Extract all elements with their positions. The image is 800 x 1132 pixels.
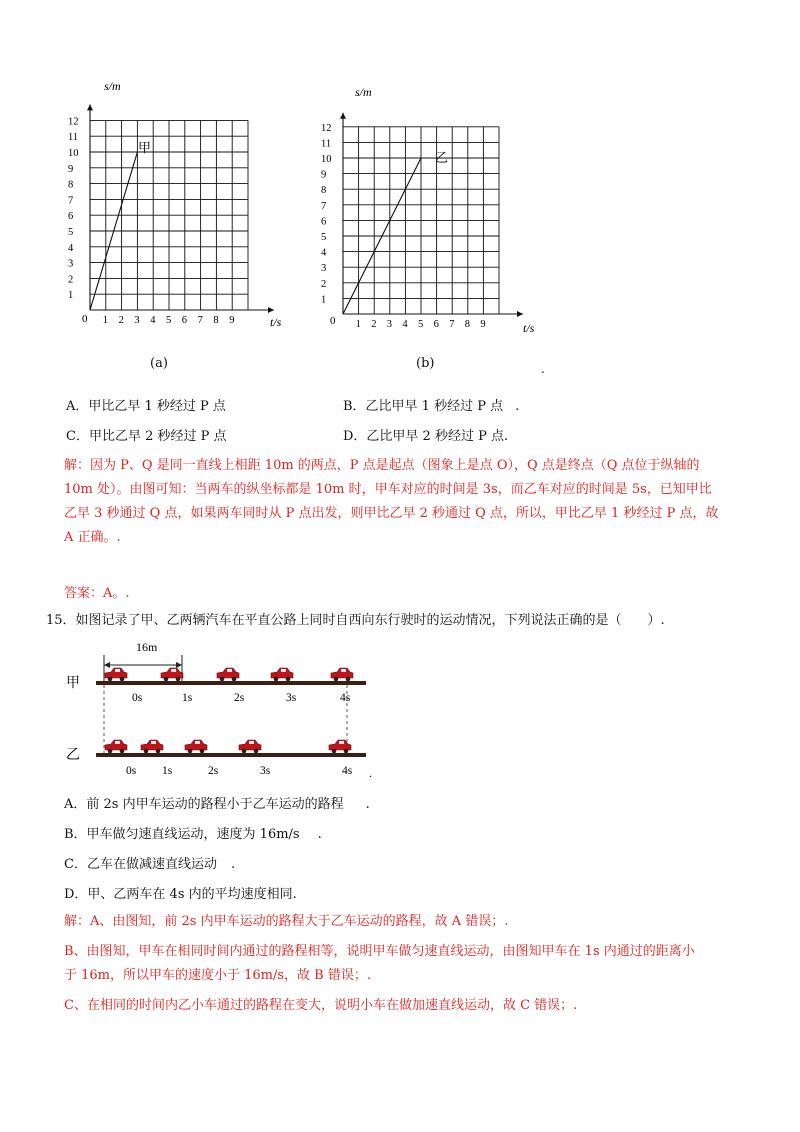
q15-option-c[interactable]: C．乙车在做减速直线运动 . <box>64 857 236 872</box>
q15-solution-line: C、在相同的时间内乙小车通过的路程在变大，说明小车在做加速直线运动，故 C 错误；. <box>64 998 578 1013</box>
x-tick-label: 5 <box>166 315 172 326</box>
car-icon <box>329 740 351 753</box>
jia-time-label: 2s <box>234 692 245 704</box>
chart-a-grid <box>87 104 274 313</box>
x-tick-label: 3 <box>134 315 140 326</box>
yi-label: 乙 <box>66 748 80 763</box>
y-tick-label: 6 <box>321 216 327 228</box>
arrow-head-left <box>104 662 110 668</box>
yi-times <box>126 765 353 777</box>
y-tick-label: 5 <box>321 232 327 243</box>
y-tick-label: 3 <box>321 263 327 275</box>
y-tick-label: 7 <box>321 200 327 212</box>
jia-time-label: 3s <box>286 692 297 704</box>
chart-a-caption: (a) <box>150 356 168 371</box>
y-tick-label: 8 <box>68 179 74 191</box>
q14-option-c[interactable]: C．甲比乙早 2 秒经过 P 点 <box>66 429 227 444</box>
car-icon <box>271 668 293 681</box>
car-icon <box>105 668 127 681</box>
y-tick-label: 4 <box>321 247 327 259</box>
y-tick-label: 10 <box>68 148 79 159</box>
x-tick-label: 4 <box>402 319 408 330</box>
x-tick-label: 6 <box>433 319 439 330</box>
q15-option-a[interactable]: A．前 2s 内甲车运动的路程小于乙车运动的路程 . <box>64 797 370 812</box>
q14-solution-line: A 正确。. <box>64 530 121 545</box>
chart-b-ylabel: s/m <box>355 85 372 99</box>
chart-a-origin: 0 <box>82 313 88 325</box>
car-icon <box>331 668 353 681</box>
jia-label: 甲 <box>66 676 80 691</box>
y-tick-label: 11 <box>68 132 79 144</box>
yi-time-label: 0s <box>126 765 137 777</box>
jia-time-label: 4s <box>340 692 351 704</box>
y-tick-label: 11 <box>321 138 332 150</box>
q15-figure <box>60 635 390 785</box>
car-icon <box>161 668 183 681</box>
x-tick-label: 1 <box>102 315 109 326</box>
chart-a-xlabel: t/s <box>270 315 282 329</box>
chart-b-ticks <box>321 123 486 330</box>
car-icon <box>239 740 261 753</box>
y-tick-label: 8 <box>321 185 327 197</box>
chart-b-caption: (b) <box>416 356 435 371</box>
distance-label: 16m <box>136 640 158 654</box>
x-tick-label: 7 <box>197 315 203 326</box>
jia-times <box>132 692 351 704</box>
car-icon <box>217 668 239 681</box>
q14-option-b[interactable]: B．乙比甲早 1 秒经过 P 点 . <box>343 399 520 414</box>
y-tick-label: 4 <box>68 242 74 254</box>
q15-stem: 15．如图记录了甲、乙两辆汽车在平直公路上同时自西向东行驶时的运动情况，下列说法正确的是（ ）. <box>46 613 665 628</box>
jia-time-label: 0s <box>132 692 143 704</box>
yi-time-label: 4s <box>342 765 353 777</box>
x-tick-label: 5 <box>418 319 424 330</box>
chart-a-series-label: 甲 <box>138 140 152 155</box>
car-icon <box>141 740 163 753</box>
yi-time-label: 2s <box>208 765 219 777</box>
q15-solution-line: B、由图知，甲车在相同时间内通过的路程相等，说明甲车做匀速直线运动，由图知甲车在 1s 内通过的距离小 <box>64 944 695 959</box>
stray-dot: . <box>541 362 545 376</box>
q14-solution-line: 解：因为 P、Q 是同一直线上相距 10m 的两点，P 点是起点（图象上是点 O），Q 点是终点（Q 点位于纵轴的 <box>64 458 700 473</box>
chart-b-grid <box>340 113 523 317</box>
y-tick-label: 3 <box>68 258 74 270</box>
x-tick-label: 8 <box>213 315 219 326</box>
y-tick-label: 1 <box>68 290 74 302</box>
x-tick-label: 9 <box>229 315 235 326</box>
jia-time-label: 1s <box>182 692 193 704</box>
chart-b-series-label: 乙 <box>435 150 449 165</box>
stray-dot: . <box>369 766 372 780</box>
q14-solution-line: 10m 处）。由图可知：当两车的纵坐标都是 10m 时，甲车对应的时间是 3s，而乙车对应的时间是 5s，已知甲比 <box>64 482 712 497</box>
q14-answer: 答案：A。. <box>64 586 130 601</box>
x-tick-label: 7 <box>449 319 455 330</box>
y-axis-arrow <box>340 113 346 119</box>
x-tick-label: 9 <box>480 319 486 330</box>
y-tick-label: 12 <box>321 122 332 134</box>
y-tick-label: 9 <box>68 163 74 175</box>
chart-a <box>60 70 310 330</box>
y-axis-arrow <box>87 104 93 110</box>
y-tick-label: 7 <box>68 195 74 207</box>
y-tick-label: 12 <box>68 116 79 128</box>
y-tick-label: 2 <box>68 274 74 286</box>
x-axis-arrow <box>268 307 274 313</box>
q14-option-d[interactable]: D．乙比甲早 2 秒经过 P 点. <box>343 429 509 444</box>
x-tick-label: 2 <box>371 319 377 330</box>
q15-solution <box>64 910 744 1018</box>
x-tick-label: 3 <box>386 319 393 330</box>
x-tick-label: 6 <box>181 315 188 326</box>
jia-road <box>96 681 366 685</box>
y-tick-label: 1 <box>321 294 327 306</box>
yi-time-label: 1s <box>162 765 173 777</box>
y-tick-label: 9 <box>321 169 327 181</box>
y-tick-label: 6 <box>68 211 74 223</box>
q15-option-b[interactable]: B．甲车做匀速直线运动，速度为 16m/s . <box>64 827 322 842</box>
chart-b-xlabel: t/s <box>523 321 535 335</box>
yi-time-label: 3s <box>260 765 271 777</box>
chart-b-origin: 0 <box>330 315 336 327</box>
jia-cars <box>105 668 353 681</box>
chart-a-ylabel: s/m <box>104 79 121 93</box>
x-tick-label: 1 <box>355 319 361 330</box>
x-tick-label: 8 <box>464 319 471 330</box>
x-tick-label: 2 <box>118 315 124 326</box>
q15-solution-line: 于 16m，所以甲车的速度小于 16m/s，故 B 错误；. <box>64 968 372 983</box>
x-tick-label: 4 <box>150 315 156 326</box>
car-icon <box>105 740 127 753</box>
y-tick-label: 5 <box>68 227 74 238</box>
q14-solution-line: 乙早 3 秒通过 Q 点，如果两车同时从 P 点出发，则甲比乙早 2 秒通过 Q 点，所以，甲比乙早 1 秒经过 P 点，故 <box>64 506 719 521</box>
yi-cars <box>105 740 351 753</box>
chart-b <box>315 78 555 336</box>
q15-solution-line: 解：A、由图知，前 2s 内甲车运动的路程大于乙车运动的路程，故 A 错误；. <box>64 914 509 929</box>
arrow-head-right <box>176 662 182 668</box>
y-tick-label: 2 <box>321 278 327 290</box>
y-tick-label: 10 <box>321 154 332 165</box>
yi-road <box>96 753 366 757</box>
x-axis-arrow <box>517 311 523 317</box>
q14-option-a[interactable]: A．甲比乙早 1 秒经过 P 点 <box>66 399 226 414</box>
q15-option-d[interactable]: D．甲、乙两车在 4s 内的平均速度相同. <box>64 887 297 902</box>
q14-solution <box>64 454 744 550</box>
car-icon <box>185 740 207 753</box>
